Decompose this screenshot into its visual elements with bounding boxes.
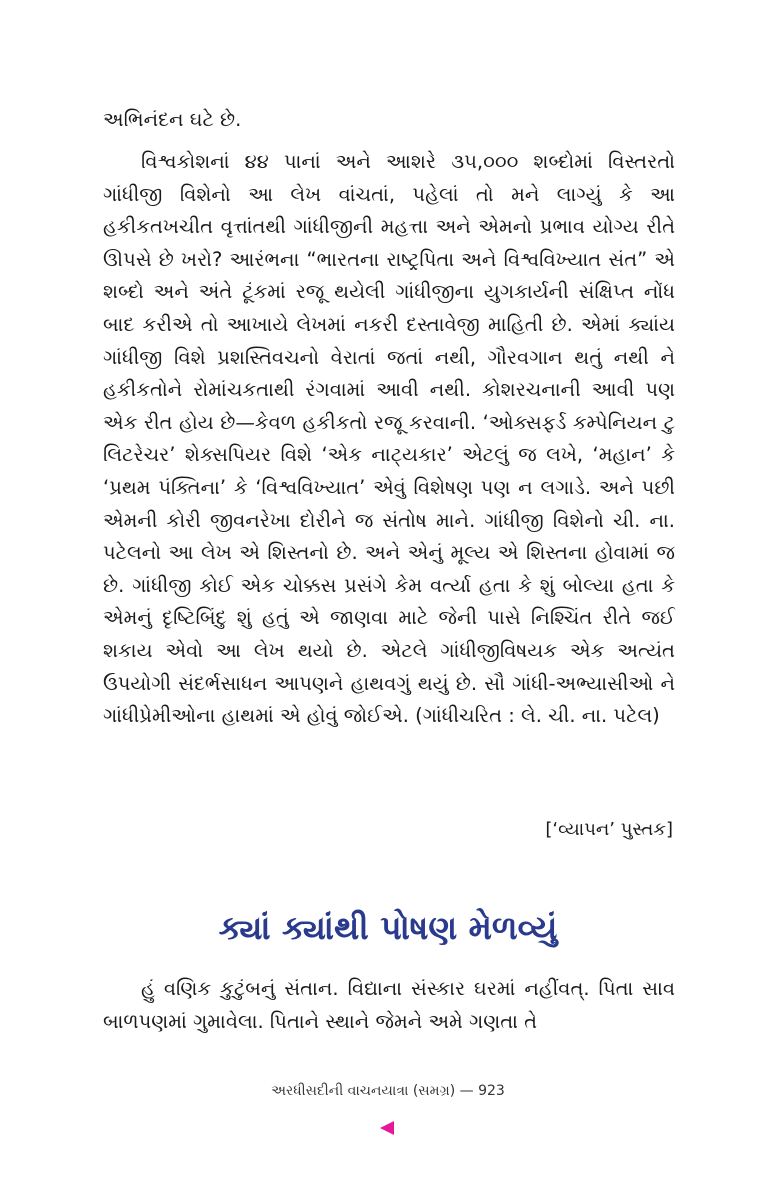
source-credit: [‘વ્યાપન’ પુસ્તક] [545, 819, 673, 840]
paragraph-main: વિશ્વકોશનાં ૪૪ પાનાં અને આશરે ૩૫,૦૦૦ શબ્દોમાં વિસ્તરતો ગાંધીજી વિશેનો આ લેખ વાંચતાં, પહેલાં તો મને લાગ્યું કે આ હકીકતખચીત વૃત્તાંતથી ગાંધીજીની મહત્તા અને એમનો પ્રભાવ યોગ્ય રીતે ઊપસે છે ખરો? આરંભના “ભારતના રાષ્ટ્રપિતા અને વિશ્વવિખ્યાત સંત” એ શબ્દો અને અંતે ટૂંકમાં રજૂ થયેલી ગાંધીજીના યુગકાર્યની સંક્ષિપ્ત નોંધ બાદ કરીએ તો આખાયે લેખમાં નકરી દસ્તાવેજી માહિતી છે. એમાં ક્યાંય ગાંધીજી વિશે પ્રશસ્તિવચનો વેરાતાં જતાં નથી, ગૌરવગાન થતું નથી ને હકીકતોને રોમાંચકતાથી રંગવામાં આવી નથી. કોશરચનાની આવી પણ એક રીત હોય છે—કેવળ હકીકતો રજૂ કરવાની. ‘ઓક્સફર્ડ કમ્પેનિયન ટુ લિટરેચર’ શેક્સપિયર વિશે ‘એક નાટ્યકાર’ એટલું જ લખે, ‘મહાન’ કે ‘પ્રથમ પંક્તિના’ કે ‘વિશ્વવિખ્યાત’ એવું વિશેષણ પણ ન લગાડે. અને પછી એમની કોરી જીવનરેખા દોરીને જ સંતોષ માને. ગાંધીજી વિશેનો ચી. ના. પટેલનો આ લેખ એ શિસ્તનો છે. અને એનું મૂલ્ય એ શિસ્તના હોવામાં જ છે. ગાંધીજી કોઈ એક ચોક્કસ પ્રસંગે કેમ વર્ત્યા હતા કે શું બોલ્યા હતા કે એમનું દૃષ્ટિબિંદુ શું હતું એ જાણવા માટે જેની પાસે નિશ્ચિંત રીતે જઈ શકાય એવો આ લેખ થયો છે. એટલે ગાંધીજીવિષયક એક અત્યંત ઉપયોગી સંદર્ભસાધન આપણને હાથવગું થયું છે. સૌ ગાંધી-અભ્યાસીઓ ને ગાંધીપ્રેમીઓના હાથમાં એ હોવું જોઈએ. (ગાંધીચરિત : લે. ચી. ના. પટેલ) [103, 150, 675, 728]
page-footer: અરધીસદીની વાચનયાત્રા (સમગ્ર) — 923 [271, 1083, 505, 1099]
page-marker-icon [380, 1121, 394, 1135]
paragraph-continuation: અભિનંદન ઘટે છે. [103, 108, 242, 131]
section-paragraph: હું વણિક કુટુંબનું સંતાન. વિદ્યાના સંસ્કાર ઘરમાં નહીંવત્. પિતા સાવ બાળપણમાં ગુમાવેલા. પિતાને સ્થાને જેમને અમે ગણતા તે [103, 977, 675, 1033]
section-title: ક્યાં ક્યાંથી પોષણ મેળવ્યું [218, 908, 558, 947]
